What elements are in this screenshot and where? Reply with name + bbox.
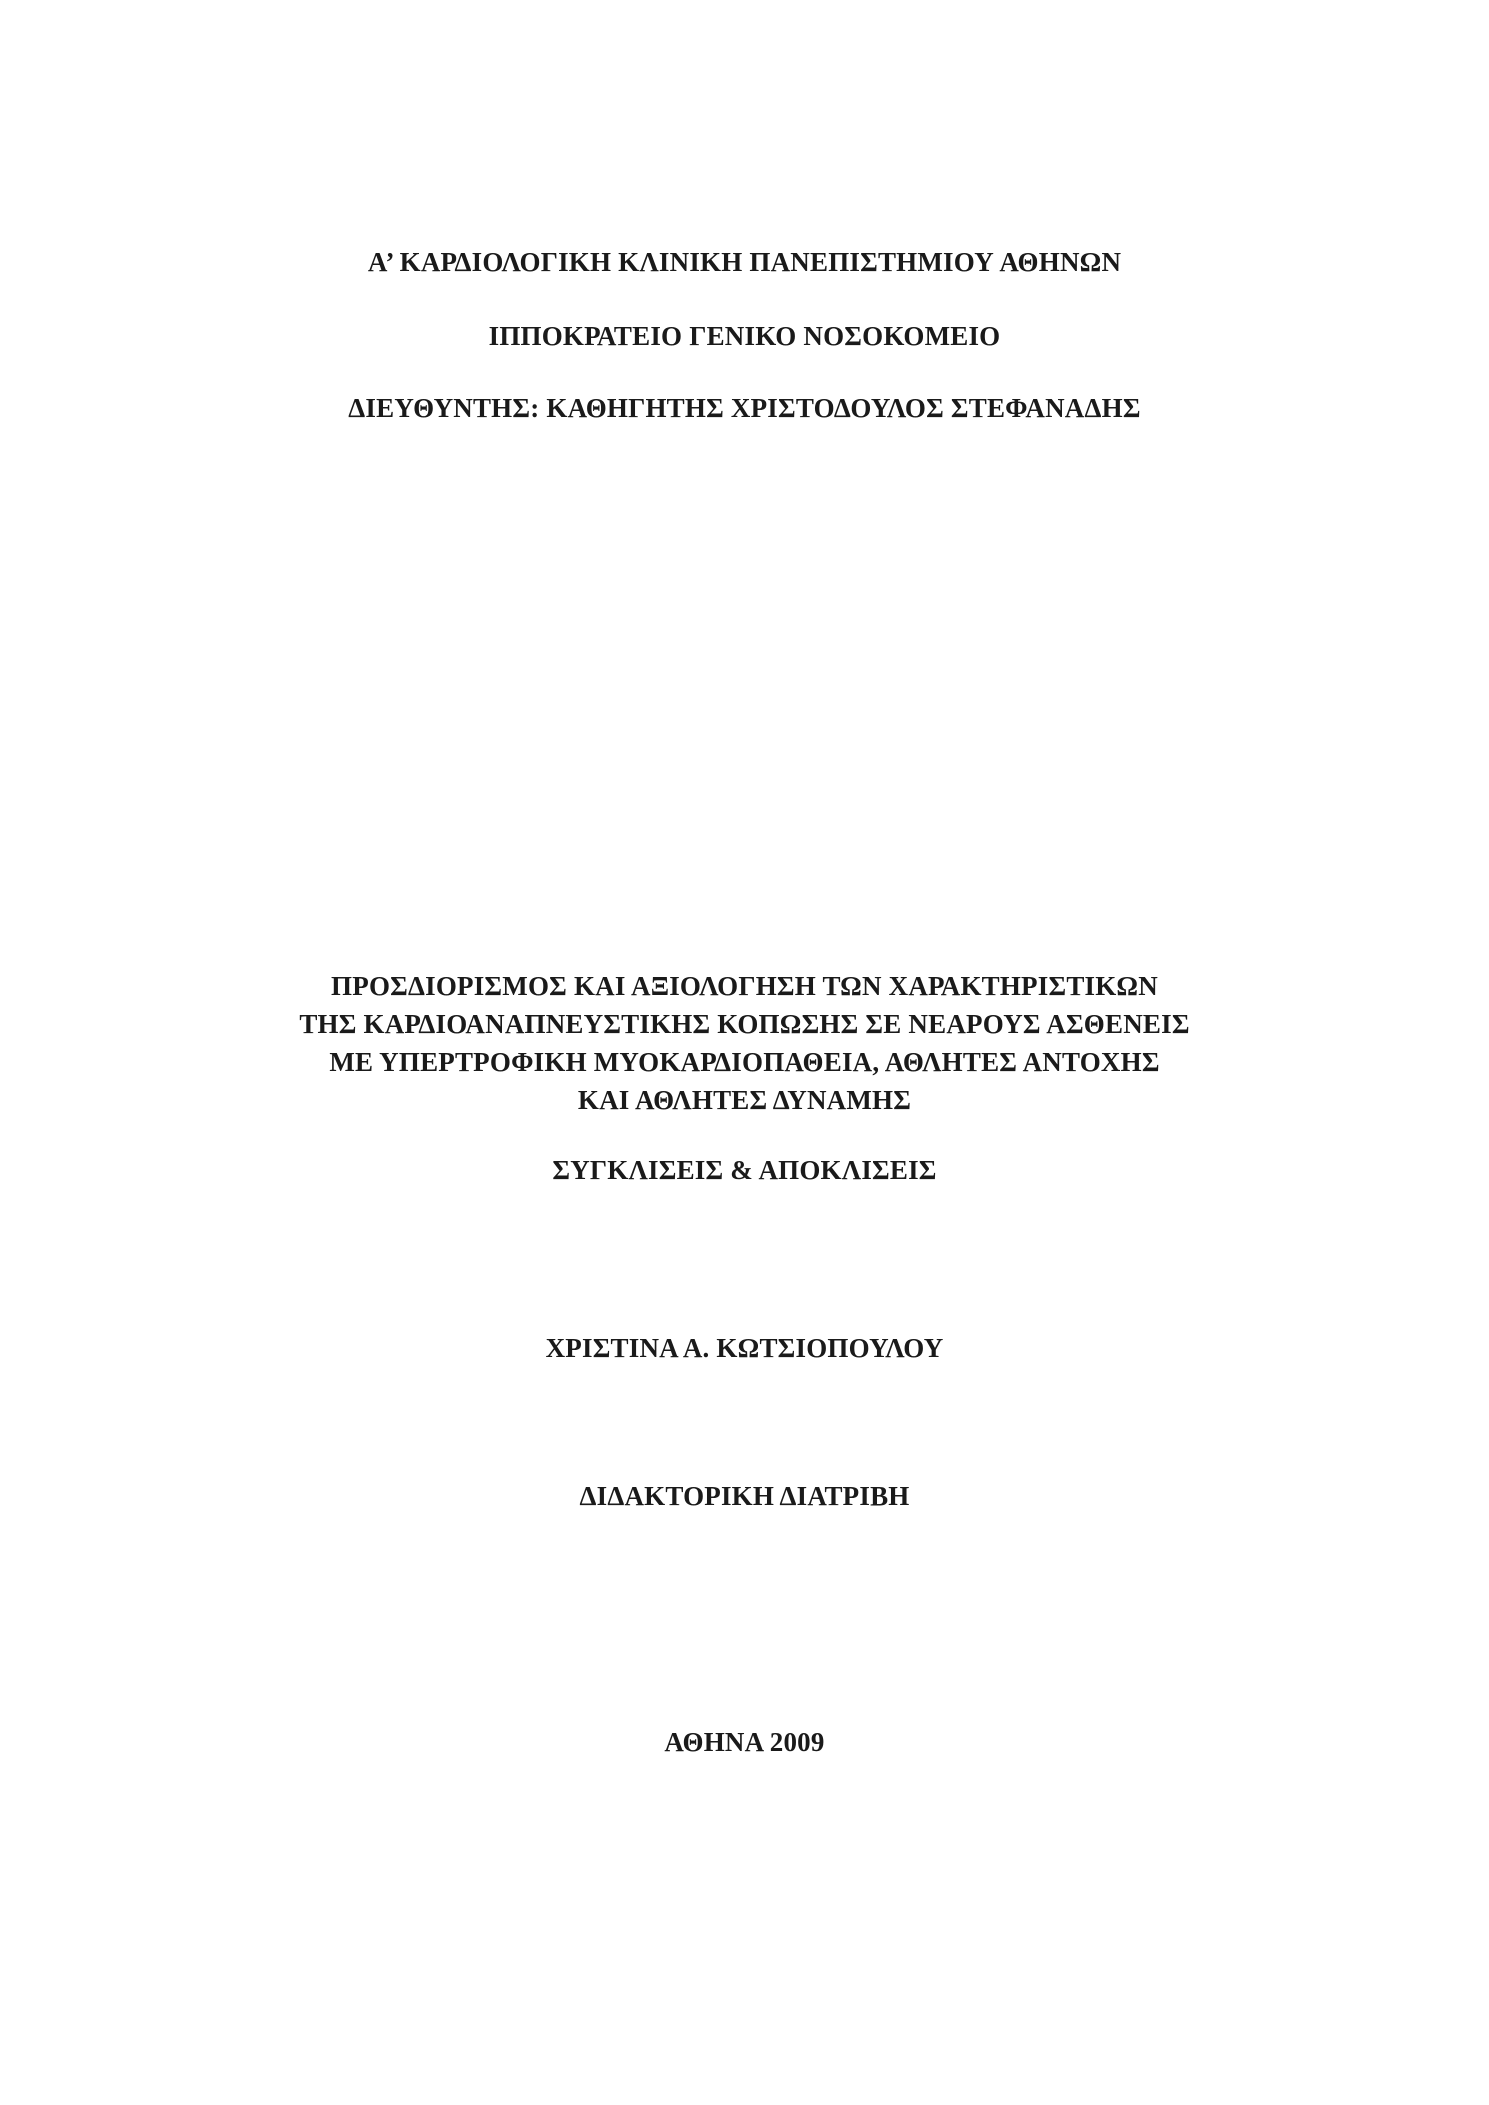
thesis-title-line: ΤΗΣ ΚΑΡΔΙΟΑΝΑΠΝΕΥΣΤΙΚΗΣ ΚΟΠΩΣΗΣ ΣΕ ΝΕΑΡΟΥΣ ΑΣΘΕΝΕΙΣ: [299, 1009, 1190, 1039]
clinic-name: Α’ ΚΑΡΔΙΟΛΟΓΙΚΗ ΚΛΙΝΙΚΗ ΠΑΝΕΠΙΣΤΗΜΙΟΥ ΑΘΗΝΩΝ: [367, 247, 1122, 277]
document-type: ΔΙΔΑΚΤΟΡΙΚΗ ΔΙΑΤΡΙΒΗ: [579, 1481, 910, 1511]
thesis-title-line: ΠΡΟΣΔΙΟΡΙΣΜΟΣ ΚΑΙ ΑΞΙΟΛΟΓΗΣΗ ΤΩΝ ΧΑΡΑΚΤΗΡΙΣΤΙΚΩΝ: [331, 971, 1158, 1001]
thesis-title-line: ΜΕ ΥΠΕΡΤΡΟΦΙΚΗ ΜΥΟΚΑΡΔΙΟΠΑΘΕΙΑ, ΑΘΛΗΤΕΣ ΑΝΤΟΧΗΣ: [329, 1047, 1160, 1077]
thesis-subtitle: ΣΥΓΚΛΙΣΕΙΣ & ΑΠΟΚΛΙΣΕΙΣ: [552, 1155, 937, 1185]
author-name: ΧΡΙΣΤΙΝΑ Α. ΚΩΤΣΙΟΠΟΥΛΟΥ: [545, 1333, 944, 1363]
director-line: ΔΙΕΥΘΥΝΤΗΣ: ΚΑΘΗΓΗΤΗΣ ΧΡΙΣΤΟΔΟΥΛΟΣ ΣΤΕΦΑΝΑΔΗΣ: [348, 393, 1141, 423]
place-and-year: ΑΘΗΝΑ 2009: [664, 1727, 825, 1757]
thesis-title-line: ΚΑΙ ΑΘΛΗΤΕΣ ΔΥΝΑΜΗΣ: [577, 1085, 912, 1115]
hospital-name: ΙΠΠΟΚΡΑΤΕΙΟ ΓΕΝΙΚΟ ΝΟΣΟΚΟΜΕΙΟ: [488, 321, 1001, 351]
